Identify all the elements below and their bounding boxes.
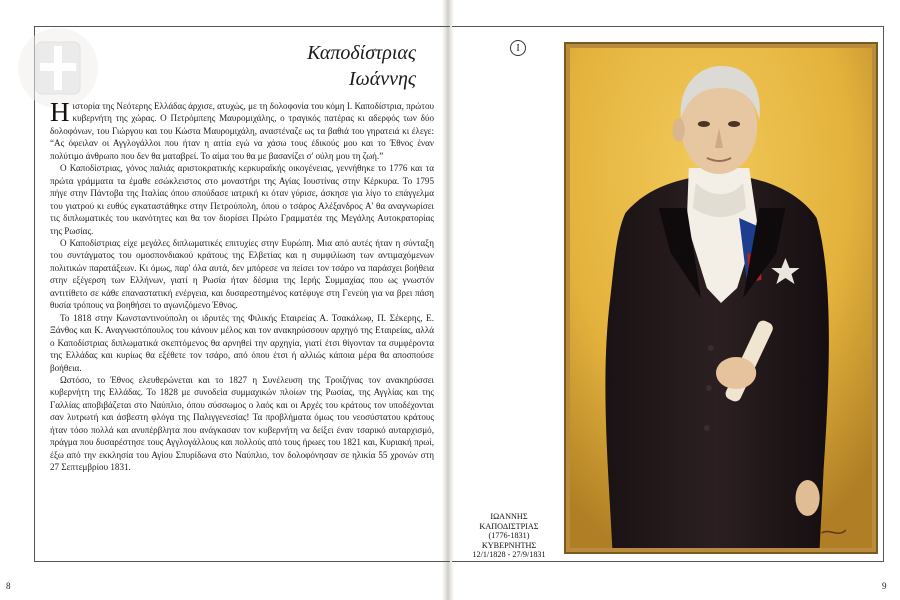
paragraph: Το 1818 στην Κωνσταντινούπολη οι ιδρυτές της Φιλικής Εταιρείας Α. Τσακάλωφ, Π. Σέκερης, Ε. Ξάνθος και Κ. Αναγνωστόπουλος του κάνουν μέλος και τον ανακηρύσσουν αρχηγό της Εταιρείας, αλλά ο Καποδίστριας διπλωματικά σκεπτόμενος θα αρνηθεί την αρχηγία, γιατί έτσι θίγονταν τα συμφέροντα της Ελλάδας και κυρίως θα εξέθετε τον τσάρο, από όπου έτσι ή αλλιώς κάποια μέρα θα αποσπούσε βοήθεια. [50,312,434,373]
paragraph: Ο Καποδίστριας είχε μεγάλες διπλωματικές επιτυχίες στην Ευρώπη. Μια από αυτές ήταν η σύνταξη του συντάγματος του ομοσπονδιακού κράτους της Ελβετίας και η συμφιλίωση των αντιμαχόμενων πολιτικών παρατάξεων. Κι όμως, παρ' όλα αυτά, δεν μπόρεσε να πείσει τον τσάρο να παράσχει βοήθεια στην εξέγερση των Ελλήνων, γιατί η Ρωσία ήταν δέσμια της Ιερής Συμμαχίας που ως γνωστόν αντιτίθετο σε κάθε επαναστατική ενέργεια, και δυσαρεστημένος κατέφυγε στη Γενεύη για να βρει πάση θυσία τρόπους να βοηθήσει το αγωνιζόμενο Έθνος. [50,237,434,311]
paragraph: Ο Καποδίστριας, γόνος παλιάς αριστοκρατικής κερκυραϊκής οικογένειας, γεννήθηκε το 1776 και τα πρώτα γράμματα τα έμαθε εσώκλειστος στο μοναστήρι της Αγίας Ιουστίνας στην Κέρκυρα. Το 1795 πήγε στην Πάντοβα της Ιταλίας όπου σπούδασε ιατρική κι όταν γύρισε, άσκησε για λίγο το επάγγελμα του γιατρού κι ευθύς εγκαταστάθηκε στην Πετρούπολη, όπου ο τσάρος Αλέξανδρος Α' θα αναγνωρίσει τις διπλωματικές του ικανότητες και θα τον διορίσει Πρώτο Γραμματέα της Μεγάλης Αυτοκρατορίας της Ρωσίας. [50,163,434,236]
portrait-frame [564,42,878,554]
page-number-right: 9 [882,581,887,591]
portrait-caption [460,512,558,560]
page-number-left: 8 [6,581,11,591]
article-body [50,97,434,474]
title-firstname: Ιωάννης [348,68,416,90]
portrait-painting [570,48,872,548]
caption-surname: ΚΑΠΟΔΙΣΤΡΙΑΣ [479,521,539,531]
caption-firstname: ΙΩΑΝΝΗΣ [490,512,528,521]
paragraph: Ωστόσο, το Έθνος ελευθερώνεται και το 1827 η Συνέλευση της Τροιζήνας τον ανακηρύσσει κυβερνήτη της Ελλάδας. Το 1828 με συνοδεία συμμαχικών πλοίων της Ρωσίας, της Αγγλίας και της Γαλλίας αποβιβάζεται στο Ναύπλιο, όπου σύσσωμος ο λαός και οι Αρχές του κράτους τον υποδέχονται σαν λυτρωτή και άσβεστη φλόγα της Παλιγγενεσίας! Τα προβλήματα όμως του νεοσύστατου κράτους ήταν τόσο πολλά και ανυπέρβλητα που ανάγκασαν τον κυβερνήτη να δείξει έναν τσαρικό αυταρχισμό, πράγμα που δυσαρέστησε τους Αγγλογάλλους και πολλούς από τους ήρωες του 1821 και, Κυριακή πρωί, έξω από την εκκλησία του Αγίου Σπυρίδωνα στο Ναύπλιο, τον δολοφόνησαν σε ηλικία 55 χρονών στη 27 Σεπτεμβρίου 1831. [50,374,434,473]
caption-term: 12/1/1828 - 27/9/1831 [472,550,546,560]
caption-role: ΚΥΒΕΡΝΗΤΗΣ [481,540,537,550]
paragraph-text: ιστορία της Νεότερης Ελλάδας άρχισε, ατυχώς, με τη δολοφονία του κόμη Ι. Καποδίστρια, πρώτου κυβερνήτη της χώρας. Ο Πετρόμπεης Μαυρομιχάλης, ο τραγικός πατέρας κι αδερφός των δύο δολοφόνων, του Γιώργου και του Κώστα Μαυρομιχάλη, αναστέναζε ως τα βαθιά του γηρατειά κι έλεγε: “Ας όφειλαν οι Αγγλογάλλοι που ήταν η αιτία εγώ να χάσω τους έδικούς μου και το Έθνος έναν πολύτιμο άνθρωπο που δεν θα ματαβρεί. Το αίμα του θα με βασανίζει σ' ούλη μου τη ζωή.” [50,101,434,161]
caption-lifespan: (1776-1831) [488,531,530,541]
drop-cap: Η [50,97,70,127]
page-title [200,40,416,92]
title-surname: Καποδίστριας [307,42,416,64]
plate-number: I [510,40,526,56]
paragraph [50,97,434,162]
